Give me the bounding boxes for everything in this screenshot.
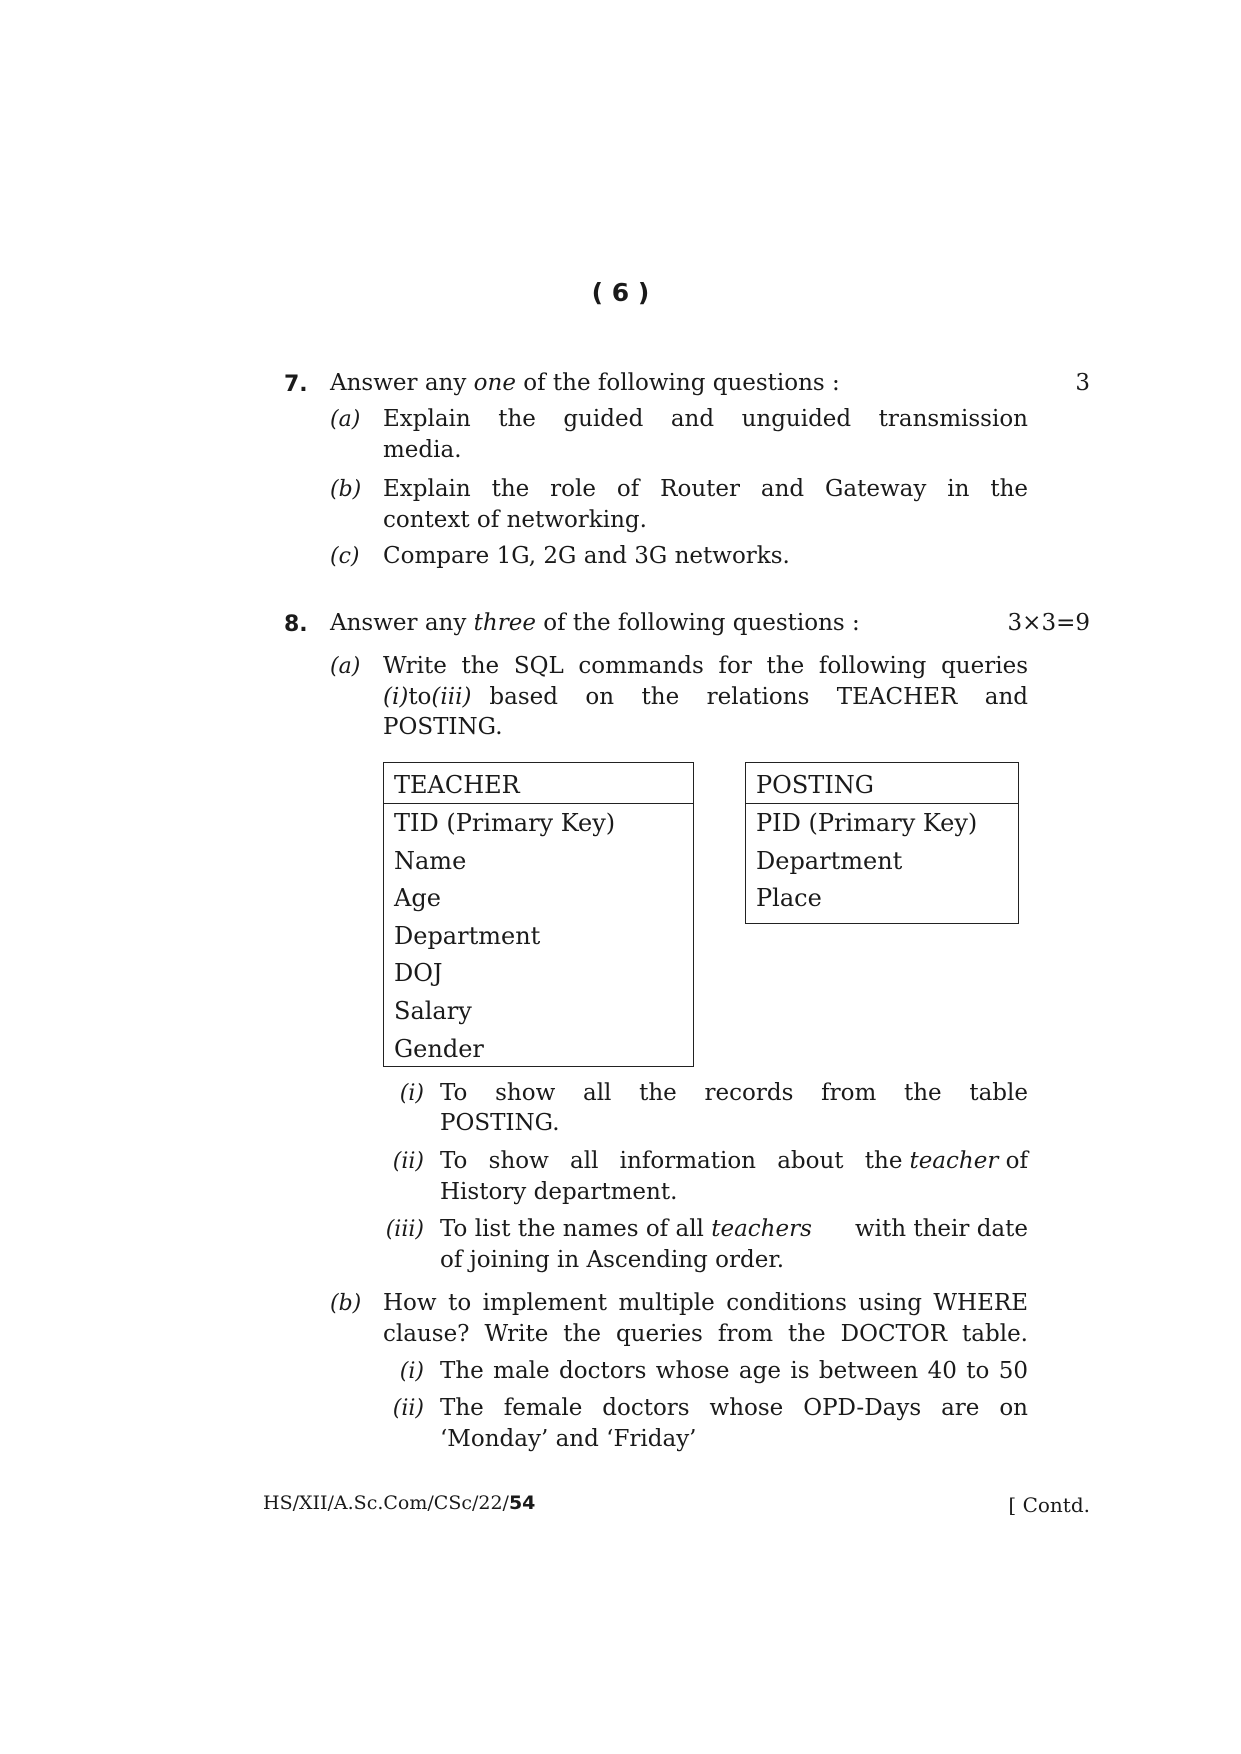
posting-table-title: POSTING — [746, 763, 1018, 804]
q7-b-line1: Explain the role of Router and Gateway in the — [383, 476, 1028, 502]
q8-a-ii-line1 — [440, 1148, 1028, 1174]
q8-a-iii-line1 — [440, 1216, 1028, 1242]
q8-a-iii-line1-emphasis: teachers — [711, 1216, 812, 1242]
q8-a-line2-iii: (iii) — [431, 684, 472, 710]
question-8-prompt-emphasis: three — [473, 610, 536, 636]
teacher-field-department: Department — [394, 921, 541, 950]
q8-a-i-line1: To show all the records from the table — [440, 1080, 1028, 1106]
q8-b-ii-line2: ‘Monday’ and ‘Friday’ — [440, 1426, 697, 1452]
question-8-prompt-text: Answer any — [330, 610, 474, 636]
question-7-prompt-emphasis: one — [473, 370, 516, 396]
teacher-field-name: Name — [394, 846, 467, 875]
q8-b-ii-label: (ii) — [392, 1396, 424, 1421]
teacher-table-title: TEACHER — [384, 763, 693, 804]
question-7-prompt-text: Answer any — [330, 370, 474, 396]
q8-a-ii-line1-emphasis: teacher — [909, 1148, 999, 1174]
q8-a-line2-based: based on the relations TEACHER and — [489, 684, 1028, 710]
q8-a-label: (a) — [330, 654, 361, 679]
teacher-field-tid: TID (Primary Key) — [394, 809, 616, 837]
teacher-relation-table — [383, 762, 694, 1067]
teacher-field-salary: Salary — [394, 996, 472, 1025]
teacher-field-doj: DOJ — [394, 959, 443, 988]
q8-a-line1: Write the SQL commands for the following queries — [383, 653, 1028, 679]
q7-a-label: (a) — [330, 407, 361, 432]
q8-a-ii-line2: History department. — [440, 1179, 678, 1205]
question-7-prompt — [330, 370, 840, 396]
paper-code-prefix: HS/XII/A.Sc.Com/CSc/22/ — [263, 1492, 509, 1514]
q8-b-label: (b) — [330, 1291, 362, 1316]
q8-a-ii-label: (ii) — [392, 1149, 424, 1174]
q8-a-iii-line1-text: To list the names of all — [440, 1216, 712, 1242]
q7-a-line1: Explain the guided and unguided transmission — [383, 406, 1028, 432]
q8-a-ii-line1-text: To show all information about the — [440, 1148, 903, 1174]
q8-a-i-label: (i) — [399, 1081, 424, 1106]
q8-a-line3: POSTING. — [383, 714, 503, 740]
q7-a-line2: media. — [383, 437, 462, 463]
question-7-prompt-rest: of the following questions : — [515, 370, 840, 396]
paper-code-number: 54 — [508, 1492, 536, 1514]
q8-a-i-line2: POSTING. — [440, 1110, 560, 1136]
posting-field-pid: PID (Primary Key) — [756, 809, 978, 837]
q8-b-i-line1: The male doctors whose age is between 40 to 50 — [440, 1358, 1028, 1384]
paper-code — [263, 1492, 535, 1514]
q8-a-iii-label: (iii) — [385, 1217, 424, 1242]
page-number: ( 6 ) — [591, 278, 650, 307]
question-8-prompt — [330, 610, 860, 636]
q8-a-line2-i: (i) — [383, 684, 409, 710]
q8-b-line2: clause? Write the queries from the DOCTOR table. — [383, 1321, 1028, 1347]
question-8-marks: 3×3=9 — [1007, 610, 1090, 636]
q8-b-line1: How to implement multiple conditions using WHERE — [383, 1290, 1028, 1316]
q8-b-i-label: (i) — [399, 1359, 424, 1384]
continued-marker: [ Contd. — [1008, 1493, 1090, 1517]
question-7-marks: 3 — [1075, 370, 1090, 396]
question-7-number: 7. — [284, 372, 308, 397]
q7-b-line2: context of networking. — [383, 507, 647, 533]
posting-field-department: Department — [756, 846, 903, 875]
posting-relation-table — [745, 762, 1019, 924]
q7-c-line1: Compare 1G, 2G and 3G networks. — [383, 543, 790, 569]
teacher-field-gender: Gender — [394, 1034, 484, 1063]
q8-a-ii-line1-rest: of — [998, 1148, 1028, 1174]
question-8-prompt-rest: of the following questions : — [535, 610, 860, 636]
q7-c-label: (c) — [330, 544, 360, 569]
q7-b-label: (b) — [330, 477, 362, 502]
q8-a-iii-line2: of joining in Ascending order. — [440, 1247, 785, 1273]
q8-a-line2 — [383, 684, 1028, 710]
q8-a-line2-to: to — [408, 684, 432, 710]
teacher-field-age: Age — [394, 884, 441, 913]
question-8-number: 8. — [284, 612, 308, 637]
q8-a-iii-line1-rest: with their date — [847, 1216, 1028, 1242]
posting-field-place: Place — [756, 884, 822, 913]
q8-b-ii-line1: The female doctors whose OPD-Days are on — [440, 1395, 1028, 1421]
